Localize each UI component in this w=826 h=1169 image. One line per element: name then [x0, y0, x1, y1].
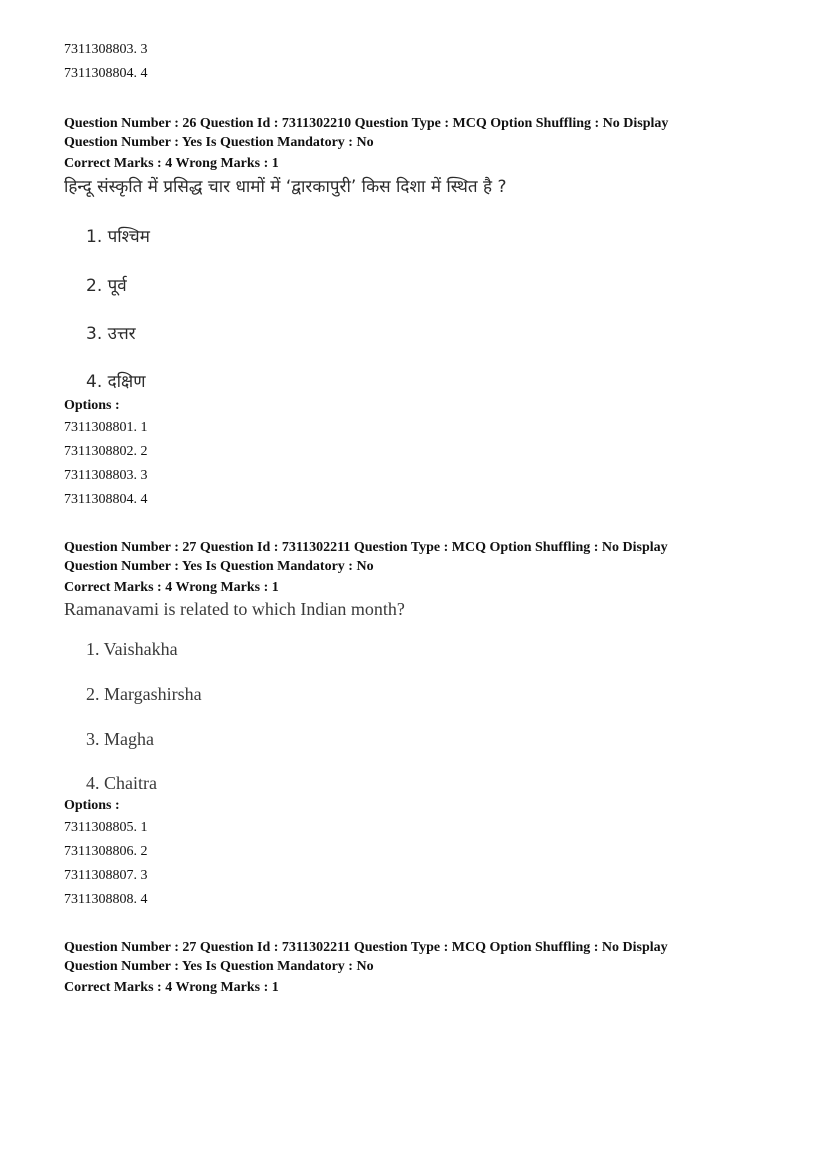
answer-choice: 1. Vaishakha: [86, 639, 178, 659]
question-meta: Question Number : 27 Question Id : 7311302211 Question Type : MCQ Option Shuffling : No Display: [64, 540, 668, 555]
question-27-repeat: [64, 938, 764, 997]
options-label: Options :: [64, 398, 120, 413]
options-list: [64, 796, 764, 912]
option-line: 7311308806. 2: [64, 844, 148, 859]
answer-choice: 4. Chaitra: [86, 773, 157, 793]
option-line: 7311308807. 3: [64, 868, 148, 883]
option-line: 7311308805. 1: [64, 820, 148, 835]
answer-choice: 4. दक्षिण: [86, 372, 146, 392]
carryover-options: [64, 38, 764, 86]
question-meta: Question Number : Yes Is Question Mandatory : No: [64, 959, 374, 974]
option-line: 7311308804. 4: [64, 492, 148, 507]
question-meta: Question Number : 27 Question Id : 7311302211 Question Type : MCQ Option Shuffling : No Display: [64, 940, 668, 955]
answer-choice: 2. Margashirsha: [86, 684, 202, 704]
question-meta: Question Number : 26 Question Id : 7311302210 Question Type : MCQ Option Shuffling : No Display: [64, 116, 669, 131]
answer-choice: 3. Magha: [86, 729, 154, 749]
option-line: 7311308803. 3: [64, 468, 148, 483]
options-list: [64, 396, 764, 512]
question-27: [64, 538, 764, 621]
question-marks: Correct Marks : 4 Wrong Marks : 1: [64, 580, 279, 595]
question-text: Ramanavami is related to which Indian month?: [64, 599, 405, 619]
question-text: हिन्दू संस्कृति में प्रसिद्ध चार धामों में ‘द्वारकापुरी’ किस दिशा में स्थित है ?: [64, 177, 507, 197]
answer-choice: 1. पश्चिम: [86, 227, 150, 247]
question-marks: Correct Marks : 4 Wrong Marks : 1: [64, 980, 279, 995]
option-line: 7311308802. 2: [64, 444, 148, 459]
option-line: 7311308808. 4: [64, 892, 148, 907]
question-marks: Correct Marks : 4 Wrong Marks : 1: [64, 156, 279, 171]
question-meta: Question Number : Yes Is Question Mandatory : No: [64, 135, 374, 150]
option-line: 7311308804. 4: [64, 66, 148, 81]
question-26: [64, 114, 764, 199]
question-meta: Question Number : Yes Is Question Mandatory : No: [64, 559, 374, 574]
option-line: 7311308803. 3: [64, 42, 148, 57]
option-line: 7311308801. 1: [64, 420, 148, 435]
answer-choice: 2. पूर्व: [86, 276, 127, 296]
options-label: Options :: [64, 798, 120, 813]
answer-choice: 3. उत्तर: [86, 324, 136, 344]
